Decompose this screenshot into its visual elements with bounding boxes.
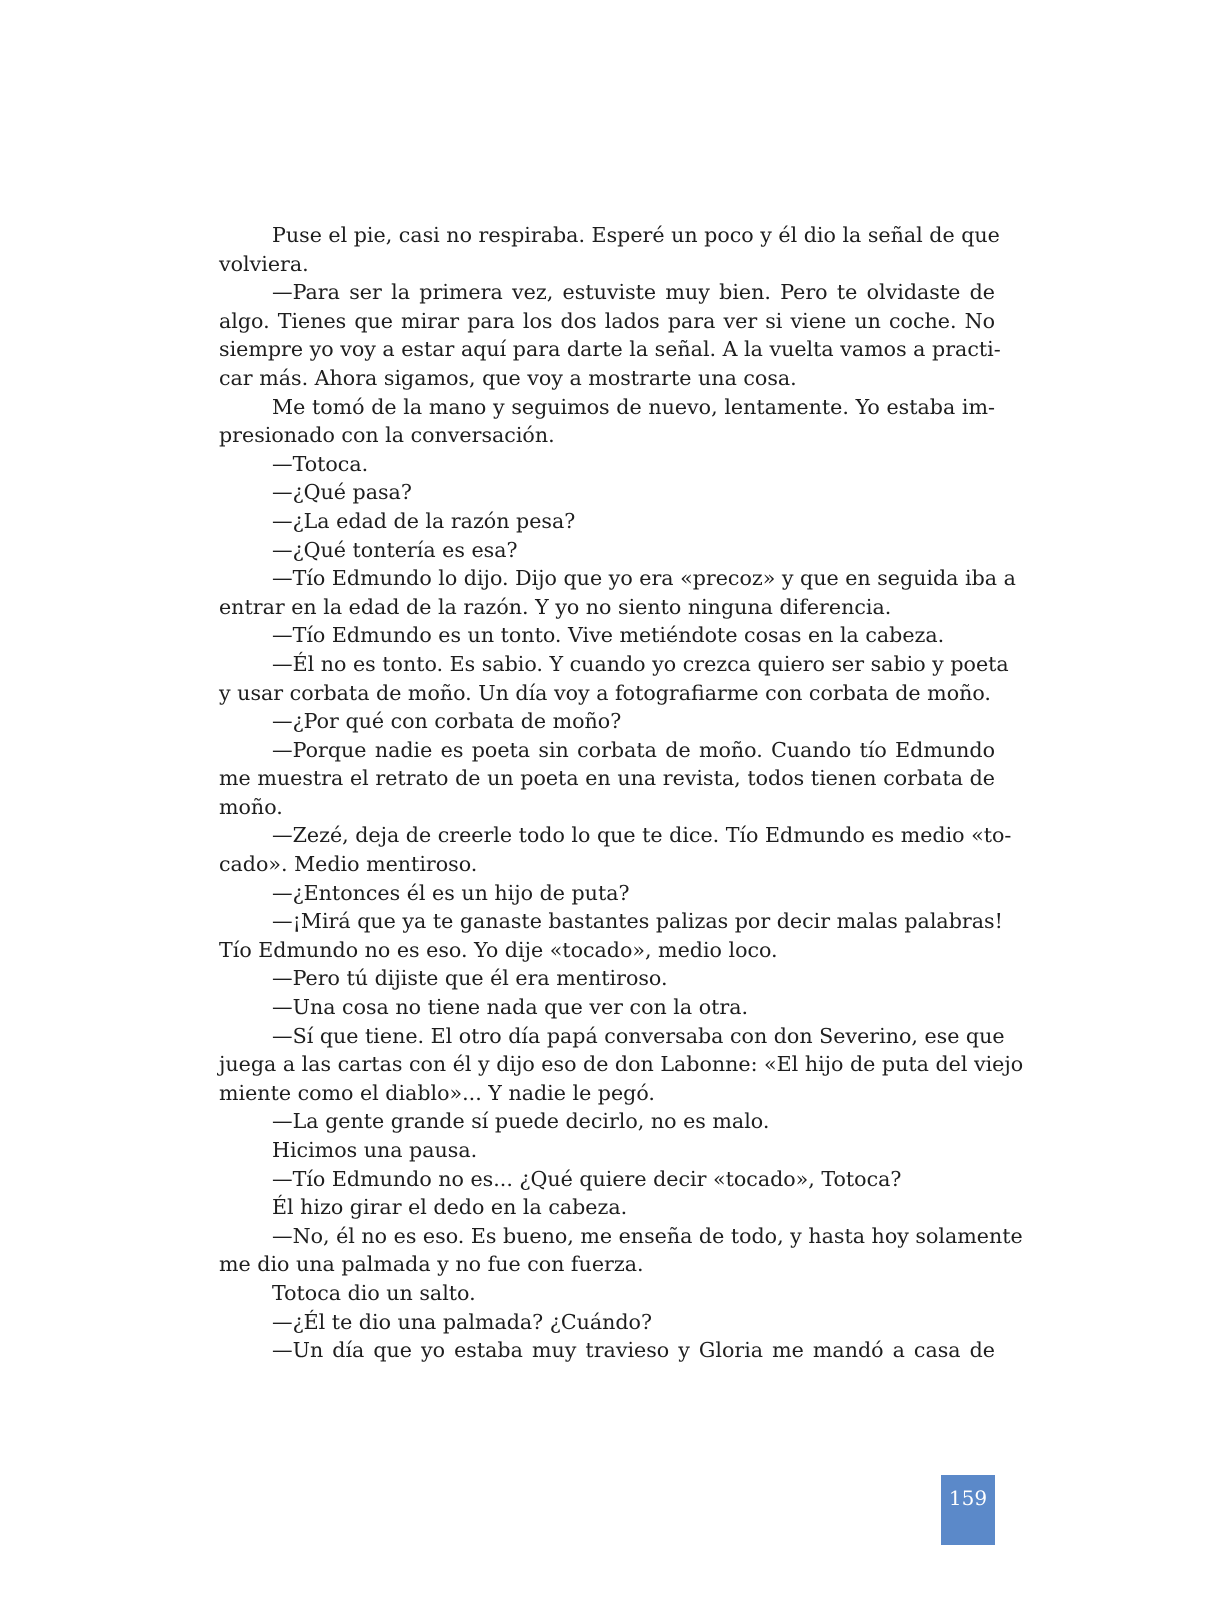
text-line: cado». Medio mentiroso. — [219, 852, 478, 877]
text-line: entrar en la edad de la razón. Y yo no siento ninguna diferencia. — [219, 594, 892, 619]
text-line: me muestra el retrato de un poeta en una revista, todos tienen corbata de — [219, 766, 995, 791]
text-line: Tío Edmundo no es eso. Yo dije «tocado», medio loco. — [219, 937, 778, 962]
text-line: —¿Qué pasa? — [272, 480, 412, 505]
text-line: juega a las cartas con él y dijo eso de don Labonne: «El hijo de puta del viejo — [219, 1052, 1024, 1077]
text-line: moño. — [219, 794, 283, 819]
text-line: —Para ser la primera vez, estuviste muy bien. Pero te olvidaste de — [272, 280, 995, 305]
text-line: —Tío Edmundo es un tonto. Vive metiéndote cosas en la cabeza. — [272, 623, 945, 648]
text-line: —Tío Edmundo no es... ¿Qué quiere decir «tocado», Totoca? — [272, 1166, 902, 1191]
text-line: Me tomó de la mano y seguimos de nuevo, lentamente. Yo estaba im- — [272, 394, 995, 419]
text-line: —Un día que yo estaba muy travieso y Gloria me mandó a casa de — [272, 1338, 995, 1363]
text-line: Él hizo girar el dedo en la cabeza. — [272, 1195, 628, 1220]
page-number: 159 — [948, 1486, 988, 1510]
text-line: —Totoca. — [272, 451, 369, 476]
text-line: —Sí que tiene. El otro día papá conversaba con don Severino, ese que — [272, 1023, 1005, 1048]
text-line: —¡Mirá que ya te ganaste bastantes palizas por decir malas palabras! — [272, 909, 1003, 934]
text-line: Puse el pie, casi no respiraba. Esperé un poco y él dio la señal de que — [272, 223, 1000, 247]
text-line: —¿Él te dio una palmada? ¿Cuándo? — [272, 1309, 652, 1334]
text-line: —Porque nadie es poeta sin corbata de moño. Cuando tío Edmundo — [272, 737, 995, 762]
body-text — [219, 221, 1024, 1365]
text-line: —Tío Edmundo lo dijo. Dijo que yo era «precoz» y que en seguida iba a — [272, 566, 1016, 591]
text-line: —La gente grande sí puede decirlo, no es malo. — [272, 1109, 770, 1134]
text-line: siempre yo voy a estar aquí para darte la señal. A la vuelta vamos a practi- — [219, 337, 1001, 362]
text-line: —¿La edad de la razón pesa? — [272, 508, 576, 533]
text-line: Hicimos una pausa. — [272, 1138, 478, 1162]
text-line: —Zezé, deja de creerle todo lo que te dice. Tío Edmundo es medio «to- — [272, 823, 1012, 848]
text-line: car más. Ahora sigamos, que voy a mostrarte una cosa. — [219, 365, 797, 390]
text-line: algo. Tienes que mirar para los dos lados para ver si viene un coche. No — [219, 308, 995, 333]
page-number-tab — [941, 1475, 995, 1545]
text-line: miente como el diablo»... Y nadie le pegó. — [219, 1080, 655, 1105]
text-line: volviera. — [219, 251, 309, 276]
text-line: —Pero tú dijiste que él era mentiroso. — [272, 966, 668, 991]
text-line: —Él no es tonto. Es sabio. Y cuando yo crezca quiero ser sabio y poeta — [272, 651, 1009, 676]
text-line: Totoca dio un salto. — [272, 1280, 476, 1305]
text-line: —Una cosa no tiene nada que ver con la otra. — [272, 995, 749, 1020]
text-line: me dio una palmada y no fue con fuerza. — [219, 1252, 644, 1277]
text-line: —No, él no es eso. Es bueno, me enseña de todo, y hasta hoy solamente — [272, 1223, 1023, 1248]
text-line: —¿Por qué con corbata de moño? — [272, 709, 622, 734]
text-line: —¿Entonces él es un hijo de puta? — [272, 880, 630, 905]
text-line: —¿Qué tontería es esa? — [272, 537, 518, 562]
text-line: presionado con la conversación. — [219, 423, 555, 448]
text-line: y usar corbata de moño. Un día voy a fotografiarme con corbata de moño. — [219, 680, 991, 705]
